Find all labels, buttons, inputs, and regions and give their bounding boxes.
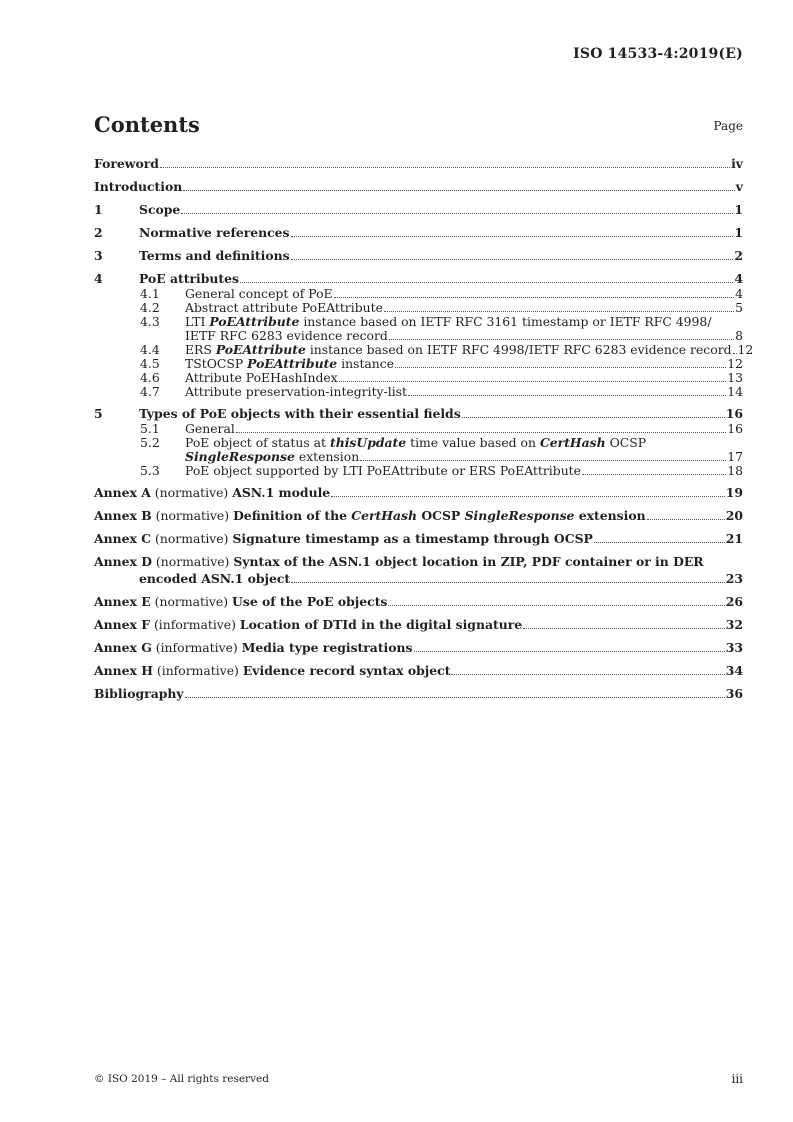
toc-page: 14 [727,384,743,399]
toc-page: 34 [725,663,743,678]
toc-label: Attribute PoEHashIndex [185,370,338,385]
toc-label: PoE object supported by LTI PoEAttribute or ERS PoEAttribute [185,463,581,478]
toc-number: 1 [94,202,103,217]
toc-label: PoE attributes [139,271,239,286]
toc-number: 4.5 [140,356,160,371]
toc-number: 3 [94,248,103,263]
toc-page: 26 [725,594,743,609]
dot-leader [733,353,737,354]
dot-leader [291,236,734,237]
dot-leader [414,651,725,652]
toc-entry-annex-c[interactable] [94,530,743,547]
toc-page: 2 [734,248,743,263]
toc-entry-4-5[interactable] [94,357,743,371]
toc-label: Annex C (normative) Signature timestamp as a timestamp through OCSP [94,531,593,546]
toc-entry-annex-h[interactable] [94,662,743,679]
toc-number: 4.4 [140,342,160,357]
toc-entry-4-4[interactable] [94,342,754,357]
document-id: ISO 14533-4:2019(E) [573,46,743,62]
toc-page: 36 [725,686,743,701]
toc-number: 4.2 [140,300,160,315]
toc-page: 33 [725,640,743,655]
dot-leader [582,474,726,475]
toc-label: Scope [139,202,181,217]
dot-leader [339,381,726,382]
dot-leader [594,542,725,543]
toc-entry-4-1[interactable] [94,287,743,301]
toc-entry-annex-e[interactable] [94,593,743,610]
copyright-notice: © ISO 2019 – All rights reserved [94,1073,269,1085]
dot-leader [236,432,726,433]
dot-leader [181,213,733,214]
toc-entry-4-3[interactable] [94,315,743,343]
toc-page: 21 [725,531,743,546]
toc-page: iv [731,156,743,171]
toc-label: Attribute preservation-integrity-list [185,384,407,399]
toc-label: Annex H (informative) Evidence record syntax object [94,663,451,678]
toc-number: 2 [94,225,103,240]
toc-page: 16 [725,406,743,421]
toc-label: TStOCSP PoEAttribute instance [185,356,395,371]
toc-label: Annex B (normative) Definition of the CertHash OCSP SingleResponse extension [94,508,646,523]
toc-label-continued: encoded ASN.1 object [139,571,291,586]
toc-label: LTI PoEAttribute instance based on IETF RFC 3161 timestamp or IETF RFC 4998/ [185,314,712,329]
dot-leader [185,697,725,698]
toc-label: Foreword [94,156,159,171]
toc-number: 5 [94,406,103,421]
toc-page: 13 [727,370,743,385]
toc-label: Introduction [94,179,183,194]
toc-number: 4.3 [140,314,160,329]
toc-entry-scope[interactable] [94,201,743,218]
dot-leader [183,190,735,191]
toc-page: 18 [727,463,743,478]
dot-leader [647,519,725,520]
dot-leader [291,259,734,260]
toc-page: 1 [734,225,743,240]
toc-page: 12 [737,342,754,357]
dot-leader [462,417,725,418]
toc-entry-types-of-poe-objects[interactable] [94,405,743,422]
toc-label: ERS PoEAttribute instance based on IETF RFC 4998/IETF RFC 6283 evidence record [185,342,732,357]
dot-leader [523,628,725,629]
dot-leader [334,297,735,298]
toc-page: 4 [735,286,743,301]
toc-number: 4.6 [140,370,160,385]
toc-label: Bibliography [94,686,184,701]
page-column-label: Page [713,119,743,133]
toc-label: Annex F (informative) Location of DTId in the digital signature [94,617,523,632]
dot-leader [240,282,733,283]
toc-entry-bibliography[interactable] [94,685,743,702]
toc-page: 4 [734,271,743,286]
toc-number: 5.1 [140,421,160,436]
toc-page: 16 [727,421,743,436]
toc-entry-annex-f[interactable] [94,616,743,633]
toc-label: Annex D (normative) Syntax of the ASN.1 object location in ZIP, PDF container or in DER [94,554,704,569]
toc-label: Terms and definitions [139,248,290,263]
toc-label: Abstract attribute PoEAttribute [185,300,383,315]
toc-label: General [185,421,235,436]
toc-label-continued: SingleResponse extension [185,449,360,464]
toc-label: General concept of PoE [185,286,333,301]
toc-label-continued: IETF RFC 6283 evidence record [185,328,388,343]
dot-leader [331,496,725,497]
dot-leader [384,311,734,312]
toc-label: Annex G (informative) Media type registrations [94,640,413,655]
dot-leader [388,605,724,606]
dot-leader [408,395,726,396]
toc-entry-foreword[interactable] [94,155,743,172]
toc-entry-5-1[interactable] [94,422,743,436]
dot-leader [360,460,726,461]
toc-entry-annex-d[interactable] [94,553,743,587]
toc-page: v [735,179,743,194]
toc-page: 1 [734,202,743,217]
toc-label: Annex E (normative) Use of the PoE objects [94,594,388,609]
toc-page: 32 [725,617,743,632]
toc-page: 23 [725,571,743,586]
dot-leader [389,339,734,340]
page-title: Contents [94,112,200,137]
toc-entry-poe-attributes[interactable] [94,270,743,287]
toc-number: 4.7 [140,384,160,399]
toc-entry-4-7[interactable] [94,385,743,399]
toc-entry-annex-b[interactable] [94,507,743,524]
toc-entry-terms-and-definitions[interactable] [94,247,743,264]
dot-leader [451,674,724,675]
toc-page: 8 [735,328,743,343]
toc-page: 20 [725,508,743,523]
toc-entry-5-2[interactable] [94,436,743,464]
dot-leader [395,367,726,368]
toc-number: 5.2 [140,435,160,450]
page-number: iii [731,1072,743,1086]
table-of-contents [94,155,754,702]
toc-page: 19 [725,485,743,500]
toc-page: 5 [735,300,743,315]
toc-label: Annex A (normative) ASN.1 module [94,485,331,500]
toc-number: 5.3 [140,463,160,478]
dot-leader [160,167,730,168]
toc-number: 4 [94,271,103,286]
toc-entry-4-6[interactable] [94,371,743,385]
toc-entry-5-3[interactable] [94,464,743,478]
toc-entry-annex-g[interactable] [94,639,743,656]
toc-entry-annex-a[interactable] [94,484,743,501]
toc-entry-4-2[interactable] [94,301,743,315]
toc-label: Types of PoE objects with their essential fields [139,406,461,421]
toc-label: Normative references [139,225,290,240]
toc-page: 12 [727,356,743,371]
toc-entry-normative-references[interactable] [94,224,743,241]
dot-leader [291,582,725,583]
toc-page: 17 [727,449,743,464]
toc-label: PoE object of status at thisUpdate time value based on CertHash OCSP [185,435,647,450]
toc-entry-introduction[interactable] [94,178,743,195]
toc-number: 4.1 [140,286,160,301]
